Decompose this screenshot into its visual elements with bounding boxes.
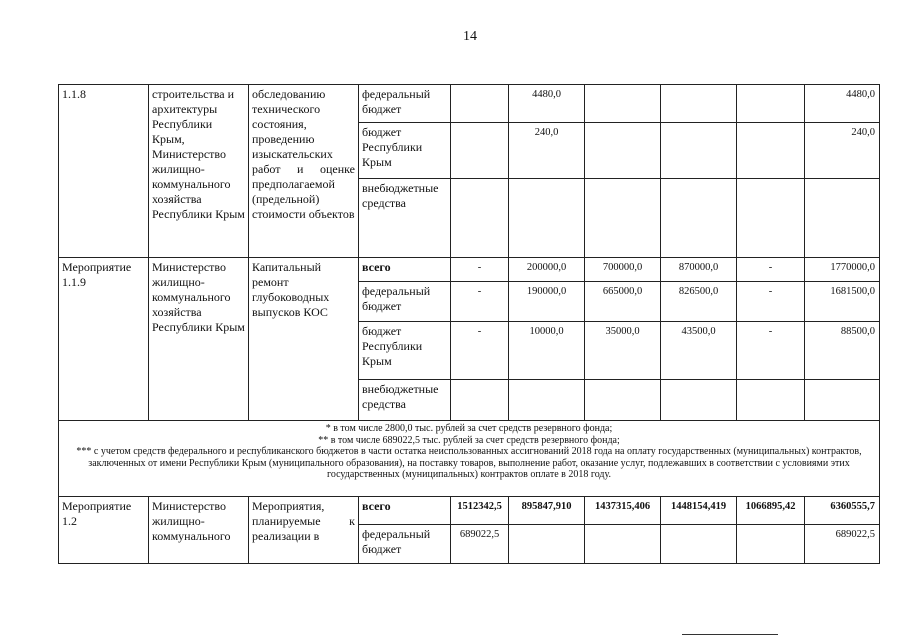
total-cell: 689022,5 bbox=[805, 525, 880, 564]
table-row bbox=[59, 85, 880, 123]
total-cell: 6360555,7 bbox=[805, 497, 880, 525]
value-cell: 1066895,42 bbox=[737, 497, 805, 525]
value-cell bbox=[451, 123, 509, 179]
total-cell: 4480,0 bbox=[805, 85, 880, 123]
value-cell: 240,0 bbox=[509, 123, 585, 179]
value-cell: - bbox=[737, 322, 805, 380]
total-cell bbox=[805, 179, 880, 258]
value-cell: 665000,0 bbox=[585, 282, 661, 322]
value-cell: 4480,0 bbox=[509, 85, 585, 123]
footnote: *** с учетом средств федерального и республиканского бюджетов в части остатка неиспользованных ассигнований 2018 года на оплату государственных (муниципальных) контрактов, заключенных от имени Республики Крым (муниципального образования), на поставку товаров, выполнение работ, оказание услуг, подлежавших в соответствии с условиями этих государственных (муниципальных) контрактов оплате в 2018 году. bbox=[76, 446, 862, 480]
description-cell: Капитальный ремонт глубоководных выпусков КОС bbox=[249, 258, 359, 421]
value-cell bbox=[509, 179, 585, 258]
value-cell: 10000,0 bbox=[509, 322, 585, 380]
source-label: федеральный бюджет bbox=[359, 85, 451, 123]
value-cell: 870000,0 bbox=[661, 258, 737, 282]
value-cell bbox=[451, 85, 509, 123]
value-cell bbox=[585, 525, 661, 564]
description-cell: обследованию технического состояния, проведению изыскательских работ и оценке предполагаемой (предельной) стоимости объектов bbox=[249, 85, 359, 258]
footer-divider bbox=[682, 634, 778, 635]
value-cell bbox=[737, 179, 805, 258]
value-cell: 190000,0 bbox=[509, 282, 585, 322]
value-cell bbox=[737, 123, 805, 179]
value-cell bbox=[585, 179, 661, 258]
value-cell: 43500,0 bbox=[661, 322, 737, 380]
footnotes-cell bbox=[59, 421, 880, 497]
total-cell: 240,0 bbox=[805, 123, 880, 179]
source-label: всего bbox=[359, 258, 451, 282]
value-cell bbox=[661, 85, 737, 123]
source-label: бюджет Республики Крым bbox=[359, 322, 451, 380]
value-cell bbox=[585, 380, 661, 421]
value-cell: 895847,910 bbox=[509, 497, 585, 525]
value-cell: 200000,0 bbox=[509, 258, 585, 282]
budget-table bbox=[58, 84, 880, 564]
value-cell: 1512342,5 bbox=[451, 497, 509, 525]
total-cell: 1770000,0 bbox=[805, 258, 880, 282]
value-cell bbox=[737, 525, 805, 564]
total-cell: 1681500,0 bbox=[805, 282, 880, 322]
executor-cell: Министерство жилищно-коммунального bbox=[149, 497, 249, 564]
table-row bbox=[59, 497, 880, 525]
value-cell bbox=[661, 525, 737, 564]
value-cell: 35000,0 bbox=[585, 322, 661, 380]
value-cell bbox=[585, 123, 661, 179]
footnote: * в том числе 2800,0 тыс. рублей за счет средств резервного фонда; bbox=[325, 423, 613, 434]
executor-cell: Министерство жилищно-коммунального хозяйства Республики Крым bbox=[149, 258, 249, 421]
value-cell: 826500,0 bbox=[661, 282, 737, 322]
value-cell bbox=[509, 525, 585, 564]
source-label: бюджет Республики Крым bbox=[359, 123, 451, 179]
value-cell: 1437315,406 bbox=[585, 497, 661, 525]
value-cell: - bbox=[737, 282, 805, 322]
value-cell: - bbox=[451, 258, 509, 282]
row-id: 1.1.8 bbox=[59, 85, 149, 258]
value-cell: 689022,5 bbox=[451, 525, 509, 564]
executor-cell: строительства и архитектуры Республики Крым, Министерство жилищно-коммунального хозяйства Республики Крым bbox=[149, 85, 249, 258]
source-label: федеральный бюджет bbox=[359, 282, 451, 322]
value-cell bbox=[451, 179, 509, 258]
value-cell bbox=[661, 179, 737, 258]
total-cell: 88500,0 bbox=[805, 322, 880, 380]
value-cell bbox=[737, 85, 805, 123]
footnote: ** в том числе 689022,5 тыс. рублей за счет средств резервного фонда; bbox=[318, 434, 620, 446]
value-cell bbox=[661, 380, 737, 421]
description-cell: Мероприятия, планируемые к реализации в bbox=[249, 497, 359, 564]
value-cell: 1448154,419 bbox=[661, 497, 737, 525]
source-label: всего bbox=[359, 497, 451, 525]
value-cell bbox=[737, 380, 805, 421]
page-number: 14 bbox=[463, 29, 477, 44]
source-label: внебюджетные средства bbox=[359, 380, 451, 421]
row-id: Мероприятие 1.2 bbox=[59, 497, 149, 564]
value-cell: 700000,0 bbox=[585, 258, 661, 282]
row-id: Мероприятие 1.1.9 bbox=[59, 258, 149, 421]
source-label: федеральный бюджет bbox=[359, 525, 451, 564]
value-cell: - bbox=[451, 322, 509, 380]
value-cell bbox=[585, 85, 661, 123]
value-cell bbox=[509, 380, 585, 421]
table-row bbox=[59, 258, 880, 282]
value-cell bbox=[451, 380, 509, 421]
value-cell: - bbox=[451, 282, 509, 322]
source-label: внебюджетные средства bbox=[359, 179, 451, 258]
value-cell: - bbox=[737, 258, 805, 282]
footnotes-row bbox=[59, 421, 880, 497]
value-cell bbox=[661, 123, 737, 179]
total-cell bbox=[805, 380, 880, 421]
